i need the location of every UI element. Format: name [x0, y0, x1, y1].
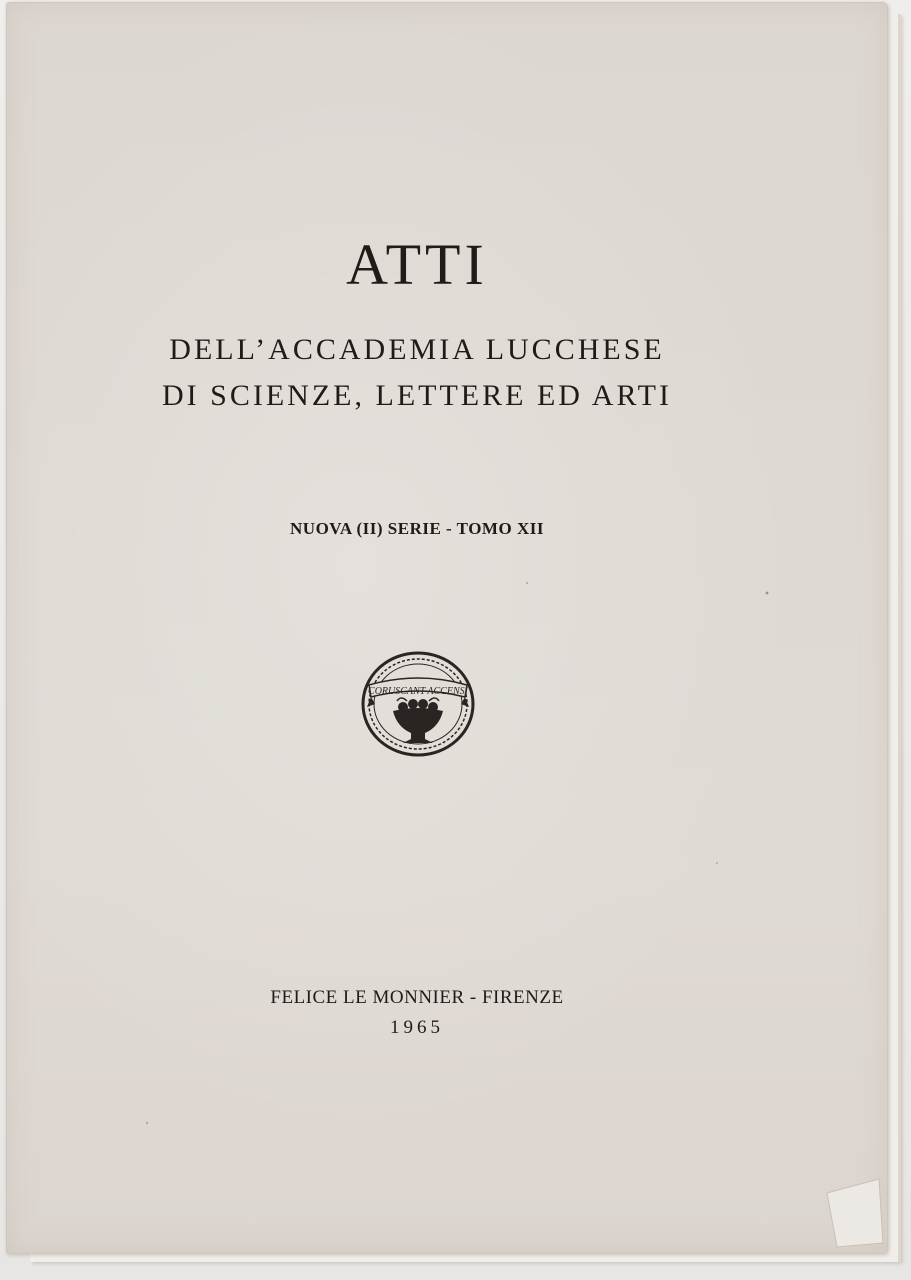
paper-texture — [7, 3, 887, 1253]
cover-subtitle-line1: DELL’ACCADEMIA LUCCHESE — [169, 333, 665, 366]
publisher-line: FELICE LE MONNIER - FIRENZE — [270, 987, 564, 1008]
urn-emblem-icon — [359, 649, 477, 759]
seal-motto: CORUSCANT ACCENSI — [368, 686, 468, 697]
publication-year: 1965 — [390, 1017, 444, 1038]
book-cover — [6, 2, 888, 1254]
series-volume: NUOVA (II) SERIE - TOMO XII — [290, 519, 544, 538]
cover-subtitle-line2: DI SCIENZE, LETTERE ED ARTI — [162, 379, 672, 412]
cover-title: ATTI — [346, 232, 488, 297]
